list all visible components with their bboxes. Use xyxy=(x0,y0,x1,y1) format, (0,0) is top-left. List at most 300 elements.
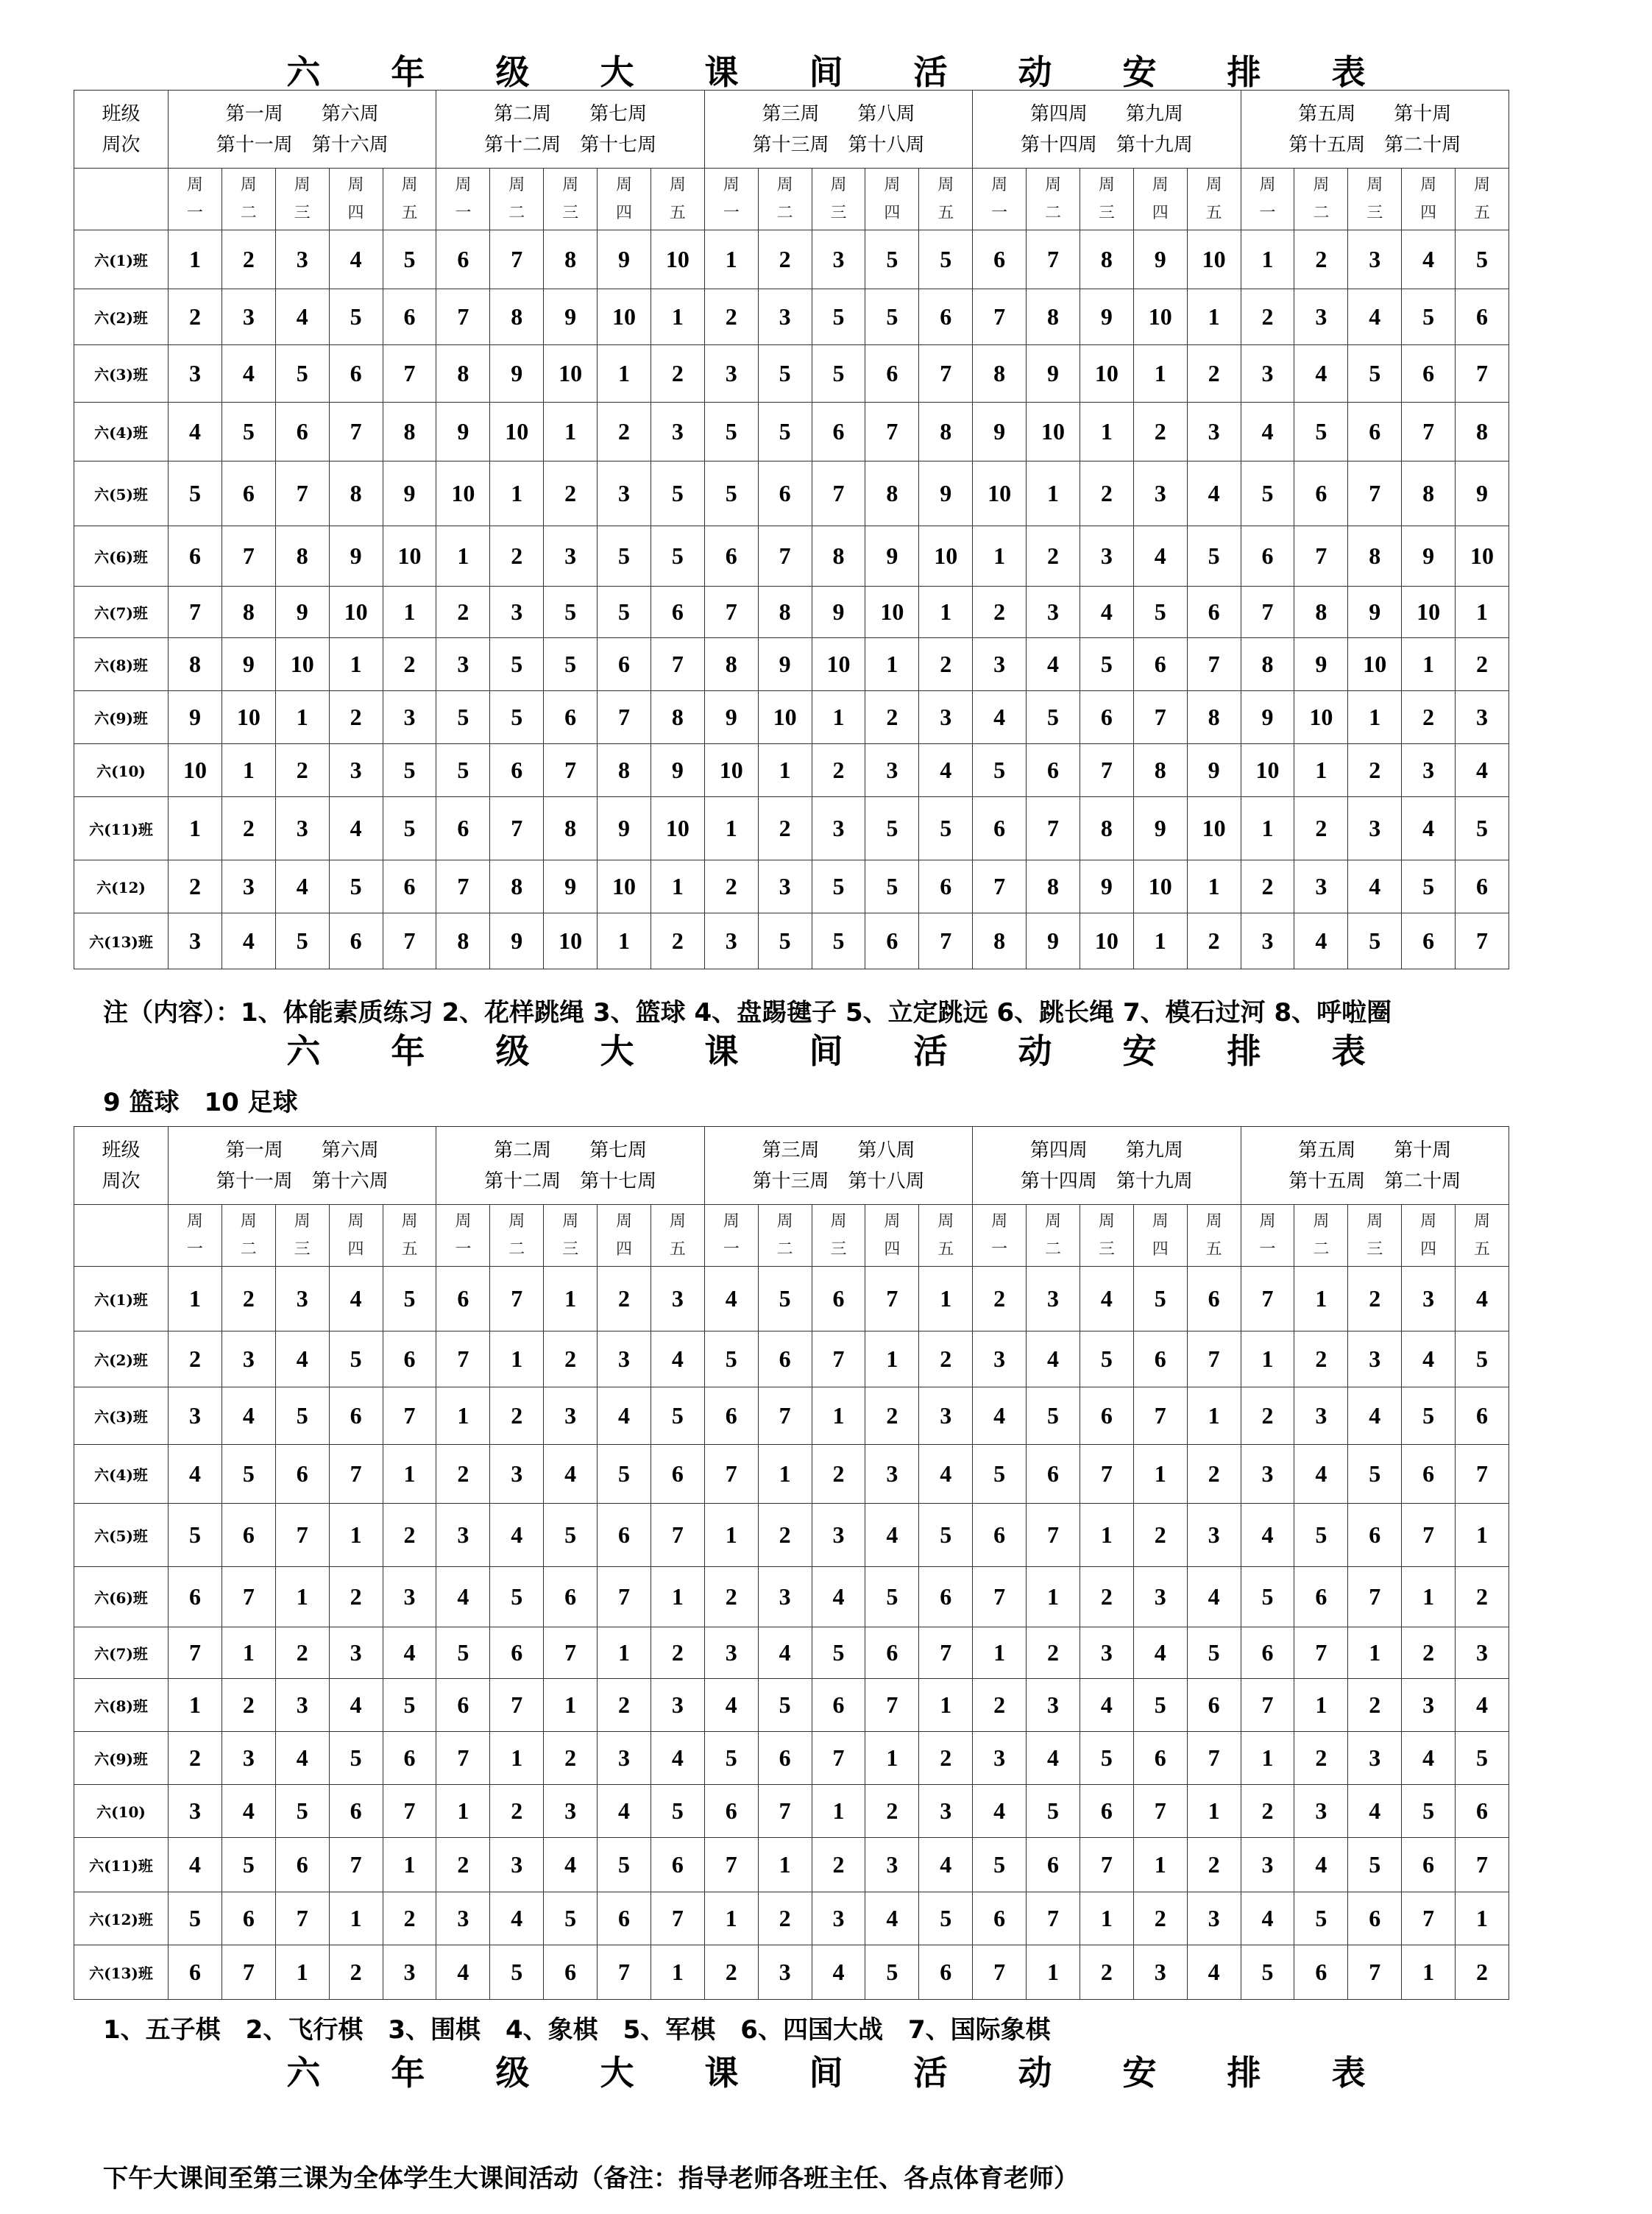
activity-cell: 9 xyxy=(1187,744,1241,797)
activity-cell: 8 xyxy=(329,461,383,526)
table-row xyxy=(74,1504,1509,1567)
activity-cell: 3 xyxy=(275,797,329,860)
activity-cell: 8 xyxy=(1402,461,1456,526)
activity-cell: 7 xyxy=(1241,1267,1294,1331)
activity-cell: 1 xyxy=(1080,403,1133,461)
activity-cell: 7 xyxy=(812,1331,865,1387)
activity-cell: 6 xyxy=(169,526,222,587)
day-header xyxy=(169,169,222,230)
day-label: 周 xyxy=(723,175,740,194)
activity-cell: 10 xyxy=(1187,230,1241,289)
activity-cell: 1 xyxy=(1027,1567,1080,1627)
activity-cell: 5 xyxy=(436,1627,490,1679)
activity-cell: 6 xyxy=(1294,1567,1348,1627)
activity-cell: 4 xyxy=(1348,1785,1402,1838)
class-name: 六(2)班 xyxy=(74,289,169,345)
activity-cell: 5 xyxy=(1080,1331,1133,1387)
day-label: 一 xyxy=(186,203,203,222)
activity-cell: 7 xyxy=(490,230,544,289)
activity-cell: 10 xyxy=(544,345,598,403)
activity-cell: 1 xyxy=(329,638,383,691)
day-label: 一 xyxy=(186,1239,203,1259)
day-header xyxy=(275,1205,329,1267)
day-header xyxy=(758,169,812,230)
activity-cell: 8 xyxy=(436,345,490,403)
table-row xyxy=(74,860,1509,913)
activity-cell: 1 xyxy=(919,1679,973,1732)
activity-cell: 4 xyxy=(1241,1892,1294,1945)
activity-cell: 7 xyxy=(1027,797,1080,860)
activity-cell: 4 xyxy=(1133,1627,1187,1679)
week-group-label: 第十四周 第十九周 xyxy=(1020,133,1193,156)
week-group-label: 第十五周 第二十周 xyxy=(1288,133,1461,156)
class-name: 六(5)班 xyxy=(74,1504,169,1567)
activity-cell: 3 xyxy=(275,1679,329,1732)
day-header xyxy=(1402,1205,1456,1267)
activity-cell: 5 xyxy=(973,1445,1027,1504)
activity-cell: 3 xyxy=(329,1627,383,1679)
activity-cell: 5 xyxy=(919,230,973,289)
activity-cell: 8 xyxy=(221,587,275,638)
week-group-header xyxy=(436,91,704,169)
activity-cell: 4 xyxy=(275,860,329,913)
activity-cell: 5 xyxy=(1080,638,1133,691)
activity-cell: 10 xyxy=(221,691,275,744)
activity-cell: 5 xyxy=(1294,403,1348,461)
day-header xyxy=(1133,169,1187,230)
activity-cell: 1 xyxy=(329,1892,383,1945)
activity-cell: 3 xyxy=(383,1945,436,2000)
table-row xyxy=(74,691,1509,744)
activity-cell: 1 xyxy=(812,1387,865,1445)
activity-cell: 6 xyxy=(758,1331,812,1387)
activity-cell: 5 xyxy=(221,1445,275,1504)
activity-cell: 2 xyxy=(865,691,919,744)
activity-cell: 2 xyxy=(544,1732,598,1785)
table-row xyxy=(74,1892,1509,1945)
activity-cell: 6 xyxy=(865,913,919,969)
activity-cell: 3 xyxy=(1294,289,1348,345)
activity-cell: 7 xyxy=(221,1567,275,1627)
week-group-header xyxy=(169,91,436,169)
day-header xyxy=(758,1205,812,1267)
activity-cell: 5 xyxy=(436,744,490,797)
activity-cell: 5 xyxy=(383,230,436,289)
activity-cell: 3 xyxy=(650,1679,704,1732)
activity-cell: 9 xyxy=(383,461,436,526)
activity-cell: 5 xyxy=(1402,289,1456,345)
activity-cell: 5 xyxy=(973,1838,1027,1892)
activity-cell: 6 xyxy=(329,1387,383,1445)
activity-cell: 2 xyxy=(221,230,275,289)
day-label: 五 xyxy=(669,1239,686,1259)
table-row xyxy=(74,230,1509,289)
day-label: 二 xyxy=(1044,1239,1061,1259)
activity-cell: 7 xyxy=(812,461,865,526)
activity-cell: 5 xyxy=(1133,1267,1187,1331)
activity-cell: 5 xyxy=(1402,1387,1456,1445)
activity-cell: 1 xyxy=(758,1445,812,1504)
activity-cell: 4 xyxy=(275,289,329,345)
activity-cell: 5 xyxy=(865,1567,919,1627)
day-label: 四 xyxy=(615,1239,632,1259)
day-label: 五 xyxy=(1474,203,1491,222)
activity-cell: 3 xyxy=(1402,1679,1456,1732)
activity-cell: 5 xyxy=(275,1387,329,1445)
activity-cell: 4 xyxy=(919,1445,973,1504)
day-header xyxy=(973,1205,1027,1267)
activity-cell: 2 xyxy=(1080,461,1133,526)
activity-cell: 3 xyxy=(221,289,275,345)
day-header xyxy=(436,1205,490,1267)
activity-cell: 10 xyxy=(329,587,383,638)
activity-cell: 1 xyxy=(1241,1331,1294,1387)
table-row xyxy=(74,1679,1509,1732)
activity-cell: 6 xyxy=(1294,461,1348,526)
activity-cell: 7 xyxy=(1348,461,1402,526)
activity-cell: 4 xyxy=(221,913,275,969)
day-label: 三 xyxy=(1366,203,1383,222)
activity-cell: 5 xyxy=(490,691,544,744)
day-label: 周 xyxy=(669,1212,686,1231)
activity-cell: 7 xyxy=(329,1838,383,1892)
activity-cell: 7 xyxy=(704,1445,758,1504)
activity-cell: 3 xyxy=(1348,1732,1402,1785)
day-label: 三 xyxy=(1366,1239,1383,1259)
activity-cell: 4 xyxy=(1348,1387,1402,1445)
activity-cell: 4 xyxy=(544,1445,598,1504)
day-label: 四 xyxy=(884,203,901,222)
week-group-label: 第十二周 第十七周 xyxy=(484,133,657,156)
day-label: 四 xyxy=(1420,1239,1437,1259)
activity-cell: 7 xyxy=(704,1838,758,1892)
activity-cell: 4 xyxy=(329,1267,383,1331)
week-group-header xyxy=(169,1127,436,1205)
activity-cell: 2 xyxy=(490,1785,544,1838)
day-label: 一 xyxy=(1259,203,1276,222)
table-row xyxy=(74,1838,1509,1892)
activity-cell: 7 xyxy=(1133,1785,1187,1838)
table-row xyxy=(74,1785,1509,1838)
activity-cell: 2 xyxy=(650,913,704,969)
activity-cell: 3 xyxy=(919,691,973,744)
activity-cell: 7 xyxy=(1402,1892,1456,1945)
activity-cell: 1 xyxy=(812,691,865,744)
week-group-header xyxy=(436,1127,704,1205)
activity-cell: 6 xyxy=(221,461,275,526)
activity-cell: 3 xyxy=(169,913,222,969)
activity-cell: 8 xyxy=(1080,797,1133,860)
activity-cell: 3 xyxy=(1187,403,1241,461)
activity-cell: 6 xyxy=(865,345,919,403)
activity-cell: 5 xyxy=(973,744,1027,797)
activity-cell: 7 xyxy=(221,1945,275,2000)
activity-cell: 9 xyxy=(919,461,973,526)
activity-cell: 10 xyxy=(1027,403,1080,461)
activity-cell: 4 xyxy=(650,1732,704,1785)
activity-cell: 4 xyxy=(1241,1504,1294,1567)
activity-cell: 2 xyxy=(169,860,222,913)
activity-cell: 4 xyxy=(1187,1945,1241,2000)
day-label: 周 xyxy=(401,175,418,194)
week-group-label: 第十三周 第十八周 xyxy=(752,1170,925,1192)
day-header xyxy=(221,1205,275,1267)
activity-cell: 8 xyxy=(812,526,865,587)
day-header xyxy=(1241,169,1294,230)
activity-cell: 9 xyxy=(275,587,329,638)
day-header xyxy=(812,169,865,230)
activity-cell: 6 xyxy=(1294,1945,1348,2000)
activity-cell: 9 xyxy=(1241,691,1294,744)
activity-cell: 3 xyxy=(221,1331,275,1387)
week-group-label: 第十一周 第十六周 xyxy=(216,133,389,156)
activity-cell: 4 xyxy=(1348,289,1402,345)
table-row xyxy=(74,1567,1509,1627)
activity-cell: 6 xyxy=(973,1504,1027,1567)
day-label: 一 xyxy=(455,203,472,222)
activity-cell: 4 xyxy=(704,1679,758,1732)
day-label: 二 xyxy=(508,203,525,222)
activity-cell: 7 xyxy=(650,1892,704,1945)
activity-cell: 1 xyxy=(973,1627,1027,1679)
activity-cell: 8 xyxy=(1241,638,1294,691)
activity-cell: 1 xyxy=(1241,797,1294,860)
activity-cell: 5 xyxy=(758,913,812,969)
activity-cell: 3 xyxy=(758,860,812,913)
day-header xyxy=(973,169,1027,230)
day-label: 周 xyxy=(669,175,686,194)
day-label: 二 xyxy=(776,203,793,222)
day-header xyxy=(865,1205,919,1267)
day-label: 一 xyxy=(723,203,740,222)
day-label: 周 xyxy=(937,175,954,194)
activity-cell: 3 xyxy=(1294,1785,1348,1838)
activity-cell: 2 xyxy=(490,1387,544,1445)
activity-cell: 2 xyxy=(973,587,1027,638)
activity-cell: 1 xyxy=(1187,1785,1241,1838)
day-label: 三 xyxy=(830,203,847,222)
activity-cell: 8 xyxy=(1080,230,1133,289)
activity-cell: 5 xyxy=(598,1838,651,1892)
day-header xyxy=(650,169,704,230)
day-label: 周 xyxy=(401,1212,418,1231)
day-label: 二 xyxy=(776,1239,793,1259)
class-name: 六(10) xyxy=(74,744,169,797)
activity-cell: 5 xyxy=(383,1267,436,1331)
activity-cell: 7 xyxy=(919,1627,973,1679)
activity-cell: 1 xyxy=(758,744,812,797)
activity-cell: 5 xyxy=(383,797,436,860)
day-label: 五 xyxy=(1205,203,1222,222)
activity-cell: 5 xyxy=(169,461,222,526)
day-label: 二 xyxy=(508,1239,525,1259)
activity-cell: 6 xyxy=(1402,345,1456,403)
activity-cell: 6 xyxy=(1456,289,1509,345)
header-class-week xyxy=(74,91,169,169)
activity-cell: 5 xyxy=(544,587,598,638)
activity-cell: 1 xyxy=(1456,1892,1509,1945)
activity-cell: 1 xyxy=(865,1732,919,1785)
activity-cell: 3 xyxy=(1456,691,1509,744)
day-label: 周 xyxy=(1152,175,1169,194)
activity-cell: 5 xyxy=(1241,1567,1294,1627)
day-label: 一 xyxy=(455,1239,472,1259)
activity-cell: 6 xyxy=(1456,1785,1509,1838)
table-row xyxy=(74,1627,1509,1679)
activity-cell: 2 xyxy=(275,744,329,797)
activity-cell: 4 xyxy=(973,1785,1027,1838)
activity-cell: 4 xyxy=(221,1387,275,1445)
activity-cell: 6 xyxy=(812,1267,865,1331)
activity-cell: 5 xyxy=(758,1267,812,1331)
day-header xyxy=(1187,169,1241,230)
activity-cell: 6 xyxy=(758,1732,812,1785)
activity-cell: 1 xyxy=(758,1838,812,1892)
activity-cell: 2 xyxy=(650,1627,704,1679)
day-header xyxy=(704,1205,758,1267)
activity-cell: 1 xyxy=(650,1945,704,2000)
day-header xyxy=(1294,1205,1348,1267)
activity-cell: 1 xyxy=(275,691,329,744)
activity-cell: 4 xyxy=(436,1945,490,2000)
activity-cell: 4 xyxy=(1456,744,1509,797)
activity-cell: 1 xyxy=(1294,744,1348,797)
activity-cell: 7 xyxy=(1080,1838,1133,1892)
activity-cell: 9 xyxy=(973,403,1027,461)
activity-cell: 1 xyxy=(383,587,436,638)
activity-cell: 8 xyxy=(973,913,1027,969)
week-group-label: 第三周 第八周 xyxy=(762,1139,915,1161)
day-label: 五 xyxy=(1205,1239,1222,1259)
activity-cell: 6 xyxy=(1402,1838,1456,1892)
activity-cell: 5 xyxy=(1241,461,1294,526)
activity-cell: 2 xyxy=(812,744,865,797)
activity-cell: 6 xyxy=(598,1892,651,1945)
day-label: 周 xyxy=(455,1212,472,1231)
activity-cell: 1 xyxy=(1241,230,1294,289)
activity-cell: 10 xyxy=(1133,860,1187,913)
activity-cell: 7 xyxy=(490,1267,544,1331)
activity-cell: 7 xyxy=(1348,1567,1402,1627)
class-name: 六(4)班 xyxy=(74,403,169,461)
activity-cell: 5 xyxy=(1348,1445,1402,1504)
activity-cell: 2 xyxy=(329,1945,383,2000)
activity-cell: 5 xyxy=(812,913,865,969)
activity-cell: 6 xyxy=(221,1504,275,1567)
table-row xyxy=(74,797,1509,860)
activity-cell: 4 xyxy=(1080,587,1133,638)
activity-cell: 3 xyxy=(275,1267,329,1331)
class-name: 六(8)班 xyxy=(74,638,169,691)
class-name: 六(13)班 xyxy=(74,1945,169,2000)
activity-cell: 7 xyxy=(1027,230,1080,289)
activity-cell: 2 xyxy=(973,1267,1027,1331)
activity-cell: 9 xyxy=(704,691,758,744)
day-header xyxy=(1080,1205,1133,1267)
day-label: 周 xyxy=(347,1212,364,1231)
day-label: 四 xyxy=(1420,203,1437,222)
activity-cell: 6 xyxy=(812,403,865,461)
activity-cell: 5 xyxy=(812,860,865,913)
activity-cell: 6 xyxy=(812,1679,865,1732)
activity-cell: 6 xyxy=(436,797,490,860)
activity-cell: 7 xyxy=(1187,638,1241,691)
activity-cell: 7 xyxy=(704,587,758,638)
blank-cell xyxy=(74,169,169,230)
activity-cell: 6 xyxy=(1080,1387,1133,1445)
activity-cell: 2 xyxy=(1348,1679,1402,1732)
activity-cell: 3 xyxy=(1402,744,1456,797)
day-label: 周 xyxy=(1098,1212,1115,1231)
day-label: 三 xyxy=(562,203,579,222)
activity-cell: 10 xyxy=(1133,289,1187,345)
activity-cell: 6 xyxy=(758,461,812,526)
activity-cell: 7 xyxy=(1402,403,1456,461)
activity-cell: 1 xyxy=(275,1567,329,1627)
activity-cell: 10 xyxy=(1294,691,1348,744)
activity-cell: 9 xyxy=(812,587,865,638)
activity-cell: 7 xyxy=(221,526,275,587)
table-row xyxy=(74,1331,1509,1387)
activity-cell: 7 xyxy=(169,587,222,638)
activity-cell: 1 xyxy=(490,1732,544,1785)
activity-cell: 5 xyxy=(329,289,383,345)
activity-cell: 7 xyxy=(436,1732,490,1785)
activity-cell: 10 xyxy=(973,461,1027,526)
activity-cell: 7 xyxy=(1348,1945,1402,2000)
day-header xyxy=(598,1205,651,1267)
activity-cell: 3 xyxy=(1080,526,1133,587)
activity-cell: 6 xyxy=(1027,1445,1080,1504)
day-label: 三 xyxy=(294,1239,311,1259)
activity-cell: 3 xyxy=(169,345,222,403)
activity-cell: 2 xyxy=(436,1838,490,1892)
page-title-3: 六 年 级 大 课 间 活 动 安 排 表 xyxy=(286,2053,1395,2093)
activity-cell: 1 xyxy=(704,230,758,289)
header-class-label: 周次 xyxy=(102,133,141,156)
day-header xyxy=(383,1205,436,1267)
day-label: 二 xyxy=(1313,1239,1330,1259)
activity-cell: 8 xyxy=(544,230,598,289)
day-label: 周 xyxy=(937,1212,954,1231)
activity-cell: 6 xyxy=(1133,638,1187,691)
header-class-week xyxy=(74,1127,169,1205)
class-name: 六(11)班 xyxy=(74,797,169,860)
week-group-label: 第十二周 第十七周 xyxy=(484,1170,657,1192)
activity-cell: 1 xyxy=(919,587,973,638)
activity-cell: 7 xyxy=(1027,1504,1080,1567)
activity-cell: 10 xyxy=(1241,744,1294,797)
activity-cell: 6 xyxy=(490,1627,544,1679)
activity-cell: 7 xyxy=(490,797,544,860)
activity-cell: 7 xyxy=(758,1387,812,1445)
activity-cell: 9 xyxy=(865,526,919,587)
activity-cell: 1 xyxy=(1456,1504,1509,1567)
day-header xyxy=(1348,1205,1402,1267)
activity-cell: 5 xyxy=(704,1331,758,1387)
activity-cell: 3 xyxy=(758,1567,812,1627)
activity-cell: 2 xyxy=(973,1679,1027,1732)
activity-cell: 6 xyxy=(973,230,1027,289)
activity-cell: 10 xyxy=(812,638,865,691)
day-label: 一 xyxy=(723,1239,740,1259)
activity-cell: 6 xyxy=(919,860,973,913)
day-label: 四 xyxy=(1152,203,1169,222)
activity-cell: 2 xyxy=(650,345,704,403)
activity-cell: 2 xyxy=(1080,1945,1133,2000)
week-group-label: 第四周 第九周 xyxy=(1029,102,1183,125)
activity-cell: 3 xyxy=(1456,1627,1509,1679)
